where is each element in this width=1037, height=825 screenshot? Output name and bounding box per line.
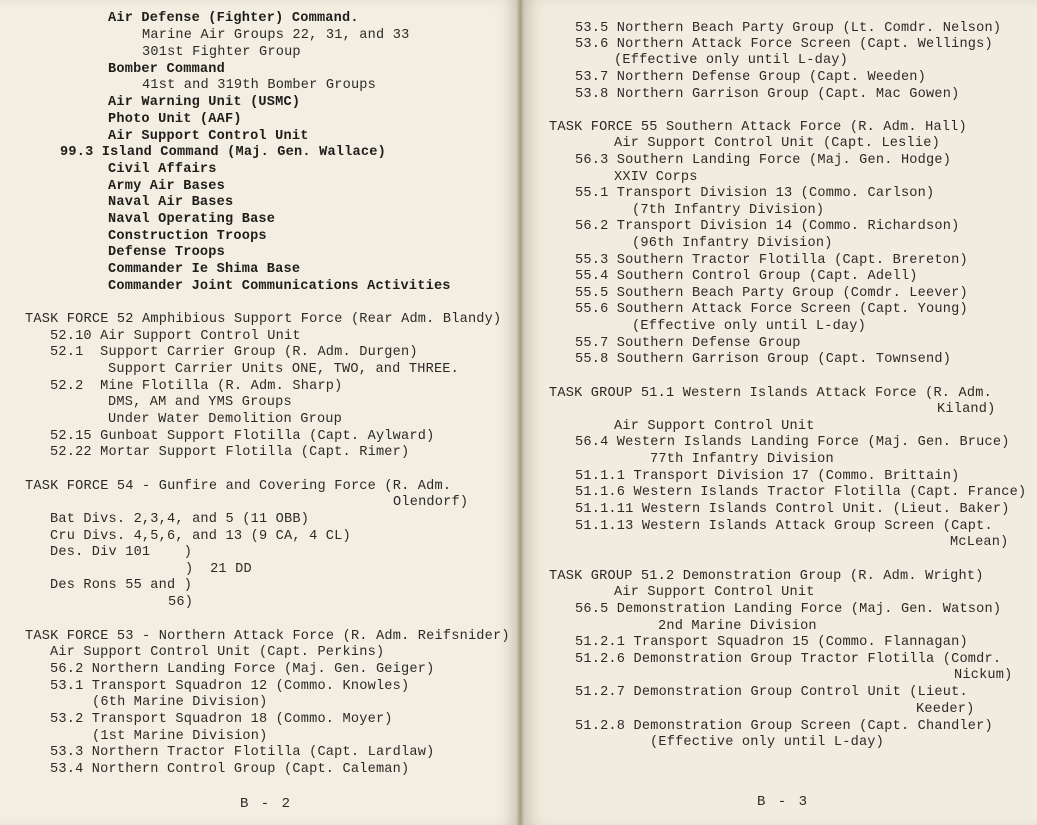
text-line: Air Support Control Unit: [614, 585, 815, 600]
text-line: 51.2.8 Demonstration Group Screen (Capt. Chandler): [575, 719, 993, 734]
text-line: 53.2 Transport Squadron 18 (Commo. Moyer): [50, 712, 393, 727]
text-line: Air Warning Unit (USMC): [108, 95, 301, 110]
text-line: 55.4 Southern Control Group (Capt. Adell): [575, 269, 918, 284]
text-line: (Effective only until L-day): [650, 735, 885, 750]
text-line: TASK FORCE 54 - Gunfire and Covering Force (R. Adm.: [25, 479, 452, 494]
text-line: Bomber Command: [108, 62, 226, 77]
text-line: 53.6 Northern Attack Force Screen (Capt. Wellings): [575, 37, 993, 52]
text-line: TASK FORCE 53 - Northern Attack Force (R. Adm. Reifsnider): [25, 629, 510, 644]
text-line: 56.5 Demonstration Landing Force (Maj. Gen. Watson): [575, 602, 1002, 617]
text-line: (7th Infantry Division): [632, 203, 825, 218]
text-line: 52.1 Support Carrier Group (R. Adm. Durgen): [50, 345, 418, 360]
text-line: (1st Marine Division): [92, 729, 268, 744]
text-line: Commander Joint Communications Activities: [108, 279, 451, 294]
text-line: 56.2 Northern Landing Force (Maj. Gen. Geiger): [50, 662, 435, 677]
text-line: Air Support Control Unit: [614, 419, 815, 434]
text-line: Photo Unit (AAF): [108, 112, 242, 127]
text-line: Support Carrier Units ONE, TWO, and THREE.: [108, 362, 460, 377]
text-line: Cru Divs. 4,5,6, and 13 (9 CA, 4 CL): [50, 529, 351, 544]
text-line: 51.1.11 Western Islands Control Unit. (Lieut. Baker): [575, 502, 1010, 517]
text-line: Marine Air Groups 22, 31, and 33: [142, 28, 410, 43]
text-line: 51.1.6 Western Islands Tractor Flotilla (Capt. France): [575, 485, 1027, 500]
text-line: TASK FORCE 55 Southern Attack Force (R. Adm. Hall): [549, 120, 967, 135]
text-line: Naval Operating Base: [108, 212, 276, 227]
text-line: 52.15 Gunboat Support Flotilla (Capt. Aylward): [50, 429, 435, 444]
text-line: 51.2.1 Transport Squadron 15 (Commo. Flannagan): [575, 635, 968, 650]
text-line: Des Rons 55 and ): [50, 578, 193, 593]
text-line: 77th Infantry Division: [650, 452, 834, 467]
text-line: ) 21 DD: [185, 562, 252, 577]
text-line: 51.2.7 Demonstration Group Control Unit (Lieut.: [575, 685, 968, 700]
text-line: 53.4 Northern Control Group (Capt. Caleman): [50, 762, 410, 777]
text-line: 52.22 Mortar Support Flotilla (Capt. Rimer): [50, 445, 410, 460]
text-line: Civil Affairs: [108, 162, 217, 177]
text-line: 51.1.1 Transport Division 17 (Commo. Brittain): [575, 469, 960, 484]
text-line: Air Support Control Unit: [108, 129, 309, 144]
book-gutter: [517, 0, 524, 825]
text-line: Keeder): [916, 702, 975, 717]
text-line: Des. Div 101 ): [50, 545, 193, 560]
text-line: (Effective only until L-day): [614, 53, 849, 68]
text-line: McLean): [950, 535, 1009, 550]
text-line: 53.8 Northern Garrison Group (Capt. Mac Gowen): [575, 87, 960, 102]
text-line: Naval Air Bases: [108, 195, 234, 210]
text-line: TASK FORCE 52 Amphibious Support Force (Rear Adm. Blandy): [25, 312, 502, 327]
text-line: 56.2 Transport Division 14 (Commo. Richardson): [575, 219, 960, 234]
text-line: 2nd Marine Division: [658, 619, 817, 634]
text-line: 41st and 319th Bomber Groups: [142, 78, 377, 93]
text-line: TASK GROUP 51.1 Western Islands Attack Force (R. Adm.: [549, 386, 992, 401]
text-line: (Effective only until L-day): [632, 319, 867, 334]
text-line: 52.10 Air Support Control Unit: [50, 329, 301, 344]
text-line: (96th Infantry Division): [632, 236, 833, 251]
text-line: Army Air Bases: [108, 179, 226, 194]
text-line: 55.8 Southern Garrison Group (Capt. Townsend): [575, 352, 952, 367]
text-line: Air Support Control Unit (Capt. Perkins): [50, 645, 385, 660]
text-line: 52.2 Mine Flotilla (R. Adm. Sharp): [50, 379, 343, 394]
text-line: Air Support Control Unit (Capt. Leslie): [614, 136, 940, 151]
text-line: 56.3 Southern Landing Force (Maj. Gen. Hodge): [575, 153, 952, 168]
text-line: 55.5 Southern Beach Party Group (Comdr. Leever): [575, 286, 968, 301]
text-line: Olendorf): [393, 495, 469, 510]
text-line: 55.7 Southern Defense Group: [575, 336, 801, 351]
text-line: XXIV Corps: [614, 170, 698, 185]
text-line: 55.3 Southern Tractor Flotilla (Capt. Brereton): [575, 253, 968, 268]
text-line: 99.3 Island Command (Maj. Gen. Wallace): [60, 145, 386, 160]
text-line: Defense Troops: [108, 245, 226, 260]
text-line: 51.1.13 Western Islands Attack Group Screen (Capt.: [575, 519, 993, 534]
page-number-left: B - 2: [240, 796, 293, 812]
text-line: 56): [168, 595, 194, 610]
text-line: Bat Divs. 2,3,4, and 5 (11 OBB): [50, 512, 310, 527]
text-line: Nickum): [954, 668, 1013, 683]
text-line: Under Water Demolition Group: [108, 412, 343, 427]
text-line: 56.4 Western Islands Landing Force (Maj. Gen. Bruce): [575, 435, 1010, 450]
text-line: 55.6 Southern Attack Force Screen (Capt. Young): [575, 302, 968, 317]
text-line: 53.5 Northern Beach Party Group (Lt. Comdr. Nelson): [575, 21, 1002, 36]
page-number-right: B - 3: [757, 794, 810, 810]
text-line: Construction Troops: [108, 229, 267, 244]
text-line: 53.1 Transport Squadron 12 (Commo. Knowles): [50, 679, 410, 694]
text-line: 55.1 Transport Division 13 (Commo. Carlson): [575, 186, 935, 201]
text-line: Kiland): [937, 402, 996, 417]
text-line: DMS, AM and YMS Groups: [108, 395, 292, 410]
text-line: TASK GROUP 51.2 Demonstration Group (R. Adm. Wright): [549, 569, 984, 584]
text-line: 51.2.6 Demonstration Group Tractor Flotilla (Comdr.: [575, 652, 1002, 667]
text-line: (6th Marine Division): [92, 695, 268, 710]
text-line: 53.3 Northern Tractor Flotilla (Capt. Lardlaw): [50, 745, 435, 760]
text-line: Commander Ie Shima Base: [108, 262, 301, 277]
text-line: Air Defense (Fighter) Command.: [108, 11, 359, 26]
text-line: 53.7 Northern Defense Group (Capt. Weeden): [575, 70, 927, 85]
text-line: 301st Fighter Group: [142, 45, 301, 60]
